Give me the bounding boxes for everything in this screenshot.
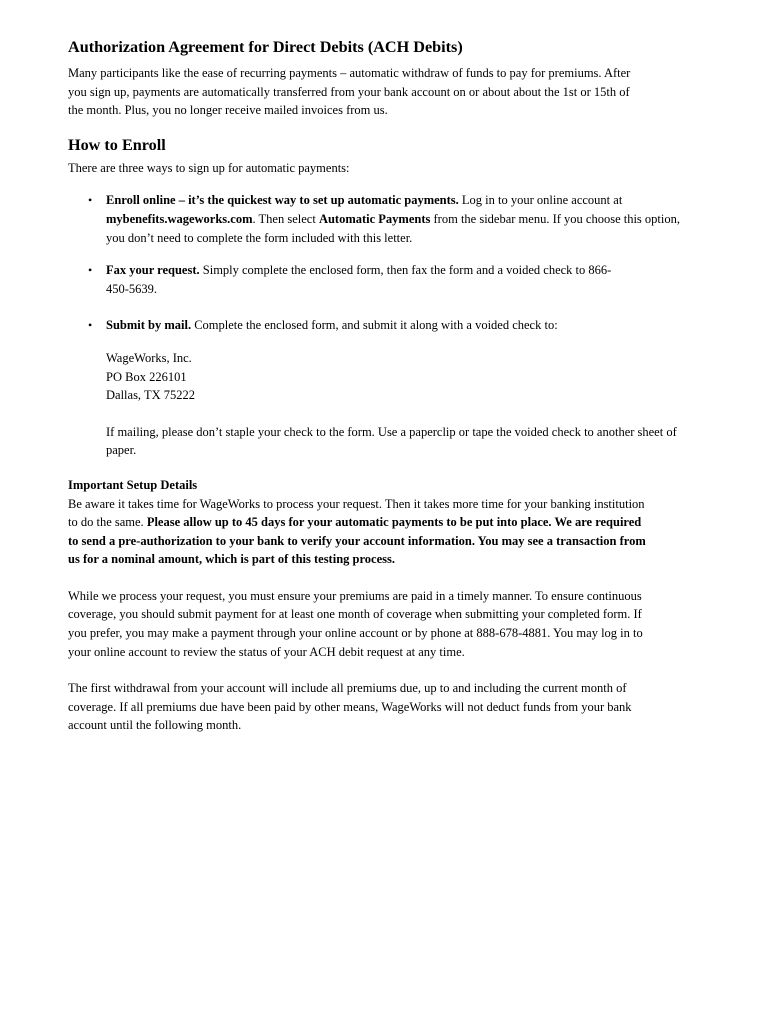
fax-text: Simply complete the enclosed form, then fax the form and a voided check to 866-450-5639. [106,263,612,296]
address-line-1: WageWorks, Inc. [106,350,192,365]
setup-details-bold: Please allow up to 45 days for your automatic payments to be put into place. We are required to send a pre-authorization to your bank to verify your account information. You may see a transaction from us for a nominal amount, which is part of this testing process. [68,515,646,567]
website-link: mybenefits.wageworks.com [106,211,253,226]
mailing-address [68,349,690,405]
list-item-enroll-online [68,191,690,247]
document-page [68,36,690,735]
how-to-enroll-heading: How to Enroll [68,135,166,154]
setup-details-paragraph [68,495,653,569]
first-withdrawal-paragraph: The first withdrawal from your account will include all premiums due, up to and including the current month of coverage. If all premiums due have been paid by other means, WageWorks will not deduct funds from your bank account until the following month. [68,681,632,733]
enroll-online-text-2: . Then select [252,211,319,226]
enroll-online-bold: Enroll online – it’s the quickest way to set up automatic payments. [106,193,459,208]
automatic-payments-menu-name: Automatic Payments [318,211,431,226]
bullet-icon: • [88,193,93,208]
list-item-fax [68,261,690,298]
setup-details-text: Be aware it takes time for WageWorks to process your request. Then it takes more time for your banking institution to do the same. [68,496,645,530]
address-line-2: PO Box 226101 [106,369,187,384]
bullet-icon: • [88,263,93,278]
list-item-mail [68,316,690,335]
bullet-icon: • [88,318,93,333]
fax-bold: Fax your request. [106,263,200,278]
enroll-options-list [68,191,690,335]
document-title: Authorization Agreement for Direct Debits (ACH Debits) [68,38,463,56]
enroll-online-text: Log in to your online account at [458,193,623,208]
intro-paragraph: Many participants like the ease of recurring payments – automatic withdraw of funds to pay for premiums. After you sign up, payments are automatically transferred from your bank account on or about about the 1st or 15th of the month. Plus, you no longer receive mailed invoices from us. [68,66,631,118]
enroll-lead: There are three ways to sign up for automatic payments: [68,160,350,175]
address-line-3: Dallas, TX 75222 [106,388,195,403]
setup-details-heading: Important Setup Details [68,477,198,492]
mail-text: Complete the enclosed form, and submit it along with a voided check to: [191,318,558,333]
payment-paragraph: While we process your request, you must ensure your premiums are paid in a timely manner. To ensure continuous coverage, you should submit payment for at least one month of coverage when submitting your completed form. If you prefer, you may make a payment through your online account or by phone at 888-678-4881. You may log in to your online account to review the status of your ACH debit request at any time. [68,588,643,659]
mail-bold: Submit by mail. [106,318,192,333]
mailing-note: If mailing, please don’t staple your check to the form. Use a paperclip or tape the voided check to another sheet of paper. [106,424,677,458]
enroll-online-text-3: from the sidebar menu. If you choose this option, you don’t need to complete the form included with this letter. [106,211,680,245]
